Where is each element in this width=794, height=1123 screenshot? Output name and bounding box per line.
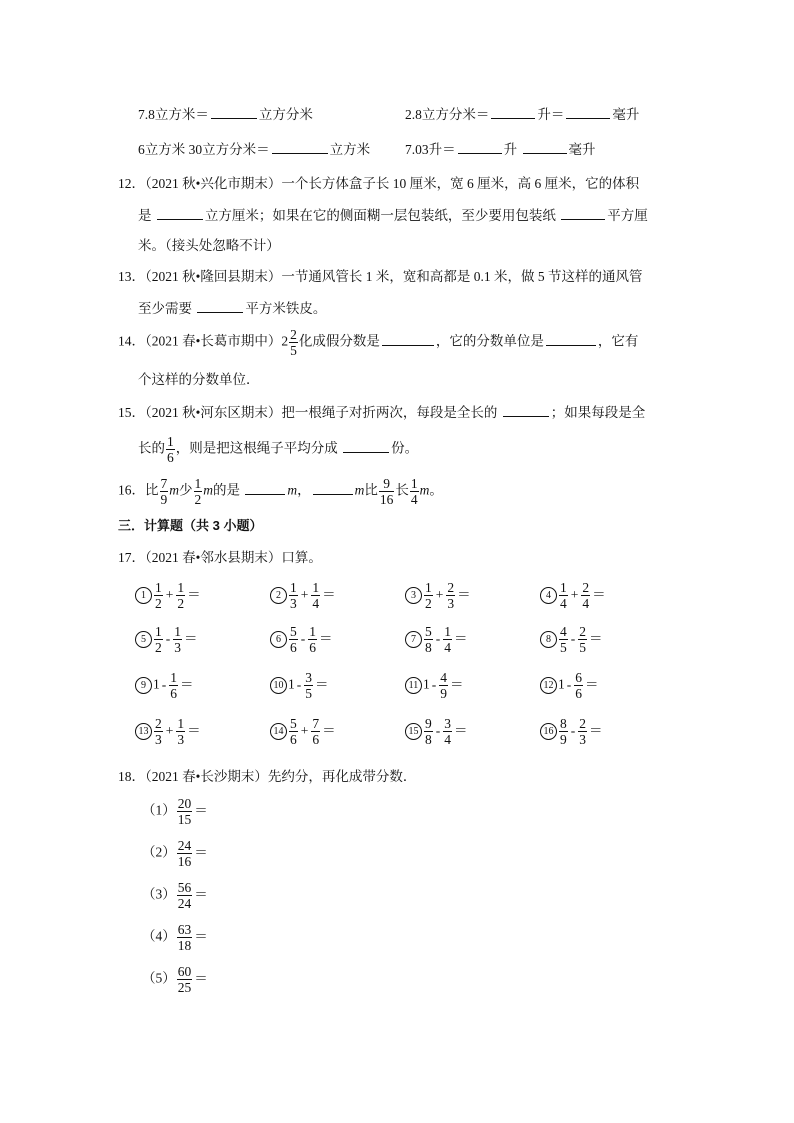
conv-c: 6立方米 30立方分米＝ 立方米 xyxy=(138,139,370,160)
equals-sign: ＝ xyxy=(194,886,208,902)
numerator: 1 xyxy=(309,624,316,639)
item-label: （5） xyxy=(142,970,176,986)
fraction xyxy=(289,716,298,747)
q14-line1: 14．（2021 春•长葛市期中）2 $\frac{2}{5}$ 化成假分数是 ，它的分数单位是 ，它有 xyxy=(118,327,639,358)
q17-title: 17．（2021 春•邻水县期末）口算。 xyxy=(118,550,322,565)
operator: - xyxy=(161,676,167,692)
fraction xyxy=(311,716,320,747)
answer-blank[interactable] xyxy=(503,402,549,417)
item-number: 6 xyxy=(270,631,287,648)
answer-blank[interactable] xyxy=(211,104,257,119)
operator: - xyxy=(570,722,576,738)
fraction: $\frac{1}{6}$ xyxy=(167,434,174,465)
mental-math-item xyxy=(405,580,471,611)
operator: + xyxy=(300,586,309,602)
q13-line2: 至少需要 平方米铁皮。 xyxy=(138,298,326,319)
item-number: 1 xyxy=(135,587,152,604)
fraction: $\frac{7}{9}$ xyxy=(160,476,168,507)
fraction xyxy=(177,880,193,911)
item-label: （1） xyxy=(142,802,176,818)
denominator: 3 xyxy=(579,732,586,747)
denominator: 2 xyxy=(177,596,185,611)
mental-math-item xyxy=(405,624,468,655)
whole-number: 1 xyxy=(288,676,295,692)
fraction xyxy=(581,580,590,611)
denominator: 16 xyxy=(177,854,192,869)
numerator: 63 xyxy=(177,922,192,937)
item-number: 12 xyxy=(540,677,557,694)
numerator: 5 xyxy=(425,624,432,639)
item-number: 15 xyxy=(405,723,422,740)
numerator: 2 xyxy=(447,580,455,595)
fraction: $\frac{2}{5}$ xyxy=(290,327,297,358)
mental-math-item xyxy=(405,670,464,701)
denominator: 4 xyxy=(582,596,590,611)
fraction xyxy=(154,624,163,655)
simplify-item xyxy=(142,964,208,995)
simplify-item xyxy=(142,796,208,827)
answer-blank[interactable] xyxy=(523,139,567,154)
numerator: 2 xyxy=(579,716,586,731)
denominator: 3 xyxy=(155,732,162,747)
q18-title: 18．（2021 春•长沙期末）先约分，再化成带分数． xyxy=(118,769,417,784)
equals-sign: ＝ xyxy=(194,928,208,944)
fraction xyxy=(177,838,193,869)
numerator: 1 xyxy=(444,624,451,639)
answer-blank[interactable] xyxy=(272,139,328,154)
q12-line1: 12．（2021 秋•兴化市期末）一个长方体盒子长 10 厘米，宽 6 厘米，高 6 厘米，它的体积 xyxy=(118,176,640,191)
numerator: 1 xyxy=(290,580,297,595)
q12-line3: 米。（接头处忽略不计） xyxy=(138,238,280,253)
numerator: 2 xyxy=(579,624,586,639)
numerator: 1 xyxy=(174,624,181,639)
answer-blank[interactable] xyxy=(245,480,285,495)
numerator: 2 xyxy=(155,716,162,731)
mental-math-item xyxy=(270,624,333,655)
fraction xyxy=(439,670,448,701)
whole-number: 1 xyxy=(153,676,160,692)
q15-line2: 长的 $\frac{1}{6}$ ，则是把这根绳子平均分成 份。 xyxy=(138,434,419,465)
denominator: 6 xyxy=(309,640,316,655)
simplify-item xyxy=(142,838,208,869)
equals-sign: ＝ xyxy=(454,722,468,738)
denominator: 3 xyxy=(177,732,185,747)
denominator: 24 xyxy=(177,896,192,911)
simplify-item xyxy=(142,880,208,911)
answer-blank[interactable] xyxy=(157,205,203,220)
numerator: 2 xyxy=(582,580,590,595)
operator: - xyxy=(435,630,441,646)
denominator: 6 xyxy=(170,686,177,701)
numerator: 5 xyxy=(290,624,297,639)
numerator: 1 xyxy=(425,580,432,595)
mental-math-item xyxy=(270,580,336,611)
operator: + xyxy=(300,722,309,738)
answer-blank[interactable] xyxy=(546,331,596,346)
answer-blank[interactable] xyxy=(313,480,353,495)
mental-math-item xyxy=(405,716,468,747)
item-label: （3） xyxy=(142,886,176,902)
operator: - xyxy=(296,676,302,692)
item-label: （4） xyxy=(142,928,176,944)
equals-sign: ＝ xyxy=(194,844,208,860)
denominator: 25 xyxy=(177,980,192,995)
denominator: 4 xyxy=(560,596,567,611)
mental-math-item xyxy=(540,716,603,747)
answer-blank[interactable] xyxy=(561,205,605,220)
equals-sign: ＝ xyxy=(187,586,201,602)
item-number: 8 xyxy=(540,631,557,648)
equals-sign: ＝ xyxy=(450,676,464,692)
fraction: $\frac{9}{16}$ xyxy=(379,476,394,507)
operator: - xyxy=(435,722,441,738)
answer-blank[interactable] xyxy=(458,139,502,154)
operator: - xyxy=(300,630,306,646)
numerator: 20 xyxy=(177,796,192,811)
q13-line1: 13．（2021 秋•隆回县期末）一节通风管长 1 米，宽和高都是 0.1 米，做 5 节这样的通风管 xyxy=(118,269,643,284)
numerator: 1 xyxy=(560,580,567,595)
item-number: 11 xyxy=(405,677,422,694)
simplify-item xyxy=(142,922,208,953)
denominator: 6 xyxy=(290,640,297,655)
item-number: 16 xyxy=(540,723,557,740)
item-number: 14 xyxy=(270,723,287,740)
item-number: 13 xyxy=(135,723,152,740)
equals-sign: ＝ xyxy=(194,802,208,818)
operator: + xyxy=(165,586,174,602)
mental-math-item xyxy=(135,624,198,655)
fraction: $\frac{1}{2}$ xyxy=(194,476,202,507)
operator: + xyxy=(570,586,579,602)
fraction xyxy=(289,624,298,655)
q16-line: 16．比 $\frac{7}{9}$ m少 $\frac{1}{2}$ m的是 m， m比 $\frac{9}{16}$ 长 $\frac{1}{4}$ m。 xyxy=(118,476,443,507)
item-label: （2） xyxy=(142,844,176,860)
denominator: 3 xyxy=(174,640,181,655)
numerator: 3 xyxy=(305,670,312,685)
denominator: 4 xyxy=(444,732,451,747)
equals-sign: ＝ xyxy=(319,630,333,646)
denominator: 4 xyxy=(444,640,451,655)
mental-math-item xyxy=(540,580,606,611)
fraction xyxy=(176,580,185,611)
fraction: $\frac{1}{4}$ xyxy=(410,476,418,507)
equals-sign: ＝ xyxy=(589,722,603,738)
denominator: 15 xyxy=(177,812,192,827)
numerator: 1 xyxy=(155,580,162,595)
operator: - xyxy=(165,630,171,646)
denominator: 6 xyxy=(312,732,320,747)
equals-sign: ＝ xyxy=(184,630,198,646)
mental-math-item xyxy=(135,580,201,611)
denominator: 5 xyxy=(560,640,567,655)
fraction xyxy=(154,580,163,611)
fraction xyxy=(173,624,182,655)
numerator: 4 xyxy=(560,624,567,639)
equals-sign: ＝ xyxy=(454,630,468,646)
equals-sign: ＝ xyxy=(187,722,201,738)
fraction xyxy=(559,580,568,611)
fraction xyxy=(424,580,433,611)
denominator: 6 xyxy=(575,686,582,701)
equals-sign: ＝ xyxy=(457,586,471,602)
denominator: 18 xyxy=(177,938,192,953)
answer-blank[interactable] xyxy=(382,331,434,346)
item-number: 2 xyxy=(270,587,287,604)
fraction xyxy=(308,624,317,655)
item-number: 10 xyxy=(270,677,287,694)
equals-sign: ＝ xyxy=(194,970,208,986)
fraction xyxy=(446,580,455,611)
denominator: 5 xyxy=(579,640,586,655)
fraction xyxy=(443,716,452,747)
denominator: 5 xyxy=(305,686,312,701)
denominator: 2 xyxy=(425,596,432,611)
answer-blank[interactable] xyxy=(491,104,535,119)
equals-sign: ＝ xyxy=(315,676,329,692)
mental-math-item xyxy=(270,716,336,747)
numerator: 5 xyxy=(290,716,297,731)
item-number: 3 xyxy=(405,587,422,604)
numerator: 1 xyxy=(177,580,185,595)
numerator: 6 xyxy=(575,670,582,685)
equals-sign: ＝ xyxy=(592,586,606,602)
mental-math-item xyxy=(135,670,194,701)
operator: - xyxy=(566,676,572,692)
conv-a: 7.8立方米＝ 立方分米 xyxy=(138,104,313,125)
denominator: 4 xyxy=(312,596,320,611)
conv-d: 7.03升＝ 升 毫升 xyxy=(405,139,596,160)
denominator: 3 xyxy=(447,596,455,611)
denominator: 9 xyxy=(440,686,447,701)
mental-math-item xyxy=(135,716,201,747)
whole-number: 1 xyxy=(558,676,565,692)
mental-math-item xyxy=(540,624,603,655)
item-number: 5 xyxy=(135,631,152,648)
numerator: 1 xyxy=(155,624,162,639)
denominator: 3 xyxy=(290,596,297,611)
denominator: 8 xyxy=(425,640,432,655)
fraction xyxy=(559,716,568,747)
fraction xyxy=(289,580,298,611)
denominator: 2 xyxy=(155,640,162,655)
numerator: 1 xyxy=(177,716,185,731)
operator: + xyxy=(435,586,444,602)
fraction xyxy=(177,796,193,827)
fraction xyxy=(177,922,193,953)
answer-blank[interactable] xyxy=(566,104,610,119)
conv-b: 2.8立方分米＝ 升＝ 毫升 xyxy=(405,104,639,125)
fraction xyxy=(574,670,583,701)
numerator: 1 xyxy=(312,580,320,595)
equals-sign: ＝ xyxy=(585,676,599,692)
mental-math-item xyxy=(270,670,329,701)
operator: + xyxy=(165,722,174,738)
fraction xyxy=(176,716,185,747)
mental-math-item xyxy=(540,670,599,701)
numerator: 8 xyxy=(560,716,567,731)
section-title: 三．计算题（共 3 小题） xyxy=(118,518,263,533)
fraction xyxy=(443,624,452,655)
fraction xyxy=(169,670,178,701)
equals-sign: ＝ xyxy=(322,722,336,738)
numerator: 24 xyxy=(177,838,192,853)
denominator: 9 xyxy=(560,732,567,747)
numerator: 9 xyxy=(425,716,432,731)
numerator: 7 xyxy=(312,716,320,731)
whole-number: 1 xyxy=(423,676,430,692)
operator: - xyxy=(431,676,437,692)
q14-line2: 个这样的分数单位． xyxy=(138,372,260,387)
fraction xyxy=(311,580,320,611)
fraction xyxy=(154,716,163,747)
fraction xyxy=(304,670,313,701)
fraction xyxy=(177,964,193,995)
numerator: 4 xyxy=(440,670,447,685)
operator: - xyxy=(570,630,576,646)
equals-sign: ＝ xyxy=(180,676,194,692)
equals-sign: ＝ xyxy=(589,630,603,646)
denominator: 2 xyxy=(155,596,162,611)
numerator: 1 xyxy=(170,670,177,685)
fraction xyxy=(559,624,568,655)
q15-line1: 15．（2021 秋•河东区期末）把一根绳子对折两次，每段是全长的 ；如果每段是全 xyxy=(118,402,645,423)
numerator: 56 xyxy=(177,880,192,895)
fraction xyxy=(424,624,433,655)
item-number: 7 xyxy=(405,631,422,648)
item-number: 4 xyxy=(540,587,557,604)
denominator: 8 xyxy=(425,732,432,747)
answer-blank[interactable] xyxy=(197,298,243,313)
fraction xyxy=(578,624,587,655)
item-number: 9 xyxy=(135,677,152,694)
q12-line2: 是 立方厘米；如果在它的侧面糊一层包装纸，至少要用包装纸 平方厘 xyxy=(138,205,648,226)
numerator: 3 xyxy=(444,716,451,731)
numerator: 60 xyxy=(177,964,192,979)
fraction xyxy=(578,716,587,747)
denominator: 6 xyxy=(290,732,297,747)
equals-sign: ＝ xyxy=(322,586,336,602)
fraction xyxy=(424,716,433,747)
answer-blank[interactable] xyxy=(343,438,389,453)
